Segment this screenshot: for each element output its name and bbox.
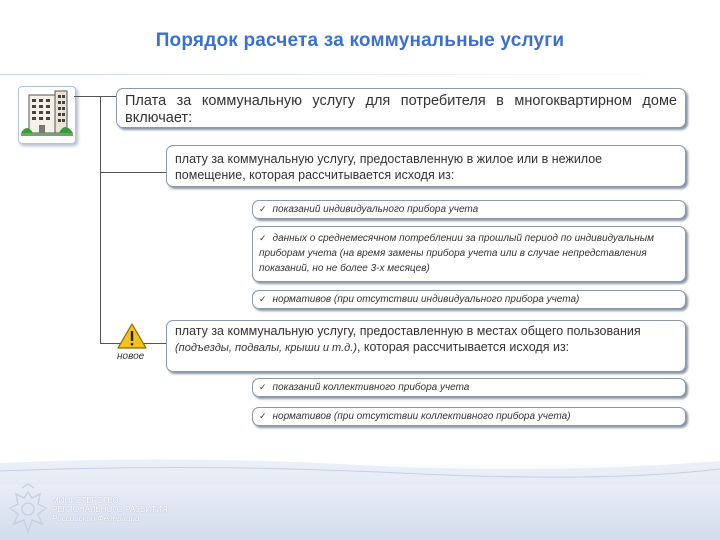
page-title: Порядок расчета за коммунальные услуги — [155, 30, 565, 51]
warning-icon — [116, 322, 148, 350]
branch1-box: плату за коммунальную услугу, предоставленную в жилое или в нежилое помещение, которая рассчитывается исходя из: — [166, 145, 686, 187]
check-icon: ✓ — [259, 411, 267, 421]
title-divider — [0, 74, 720, 75]
list-item: ✓ нормативов (при отсутствии коллективного прибора учета) — [252, 407, 686, 426]
connector-branch1 — [100, 172, 166, 173]
check-icon: ✓ — [259, 233, 267, 243]
new-badge: новое — [117, 351, 145, 362]
emblem-icon — [2, 482, 54, 540]
list-item: ✓ данных о среднемесячном потреблении за прошлый период по индивидуальным приборам учета (на время замены прибора учета или в случае непредставления показаний, но не более 3-х месяцев) — [252, 226, 686, 282]
building-icon — [18, 86, 76, 144]
connector-trunk — [100, 96, 101, 344]
list-item: ✓ показаний коллективного прибора учета — [252, 378, 686, 397]
list-item: ✓ нормативов (при отсутствии индивидуального прибора учета) — [252, 290, 686, 309]
list-item: ✓ показаний индивидуального прибора учета — [252, 200, 686, 219]
footer-wave — [0, 455, 720, 485]
connector-main-h — [74, 96, 116, 97]
ministry-label: МИНИСТЕРСТВО РЕГИОНАЛЬНОГО РАЗВИТИЯ Российской Федерации — [52, 496, 168, 523]
check-icon: ✓ — [259, 382, 267, 392]
main-box: Плата за коммунальную услугу для потребителя в многоквартирном доме включает: — [116, 88, 686, 128]
check-icon: ✓ — [259, 294, 267, 304]
check-icon: ✓ — [259, 204, 267, 214]
branch2-box: плату за коммунальную услугу, предоставленную в местах общего пользования (подъезды, подвалы, крыши и т.д.), которая рассчитывается исходя из: — [166, 320, 686, 372]
